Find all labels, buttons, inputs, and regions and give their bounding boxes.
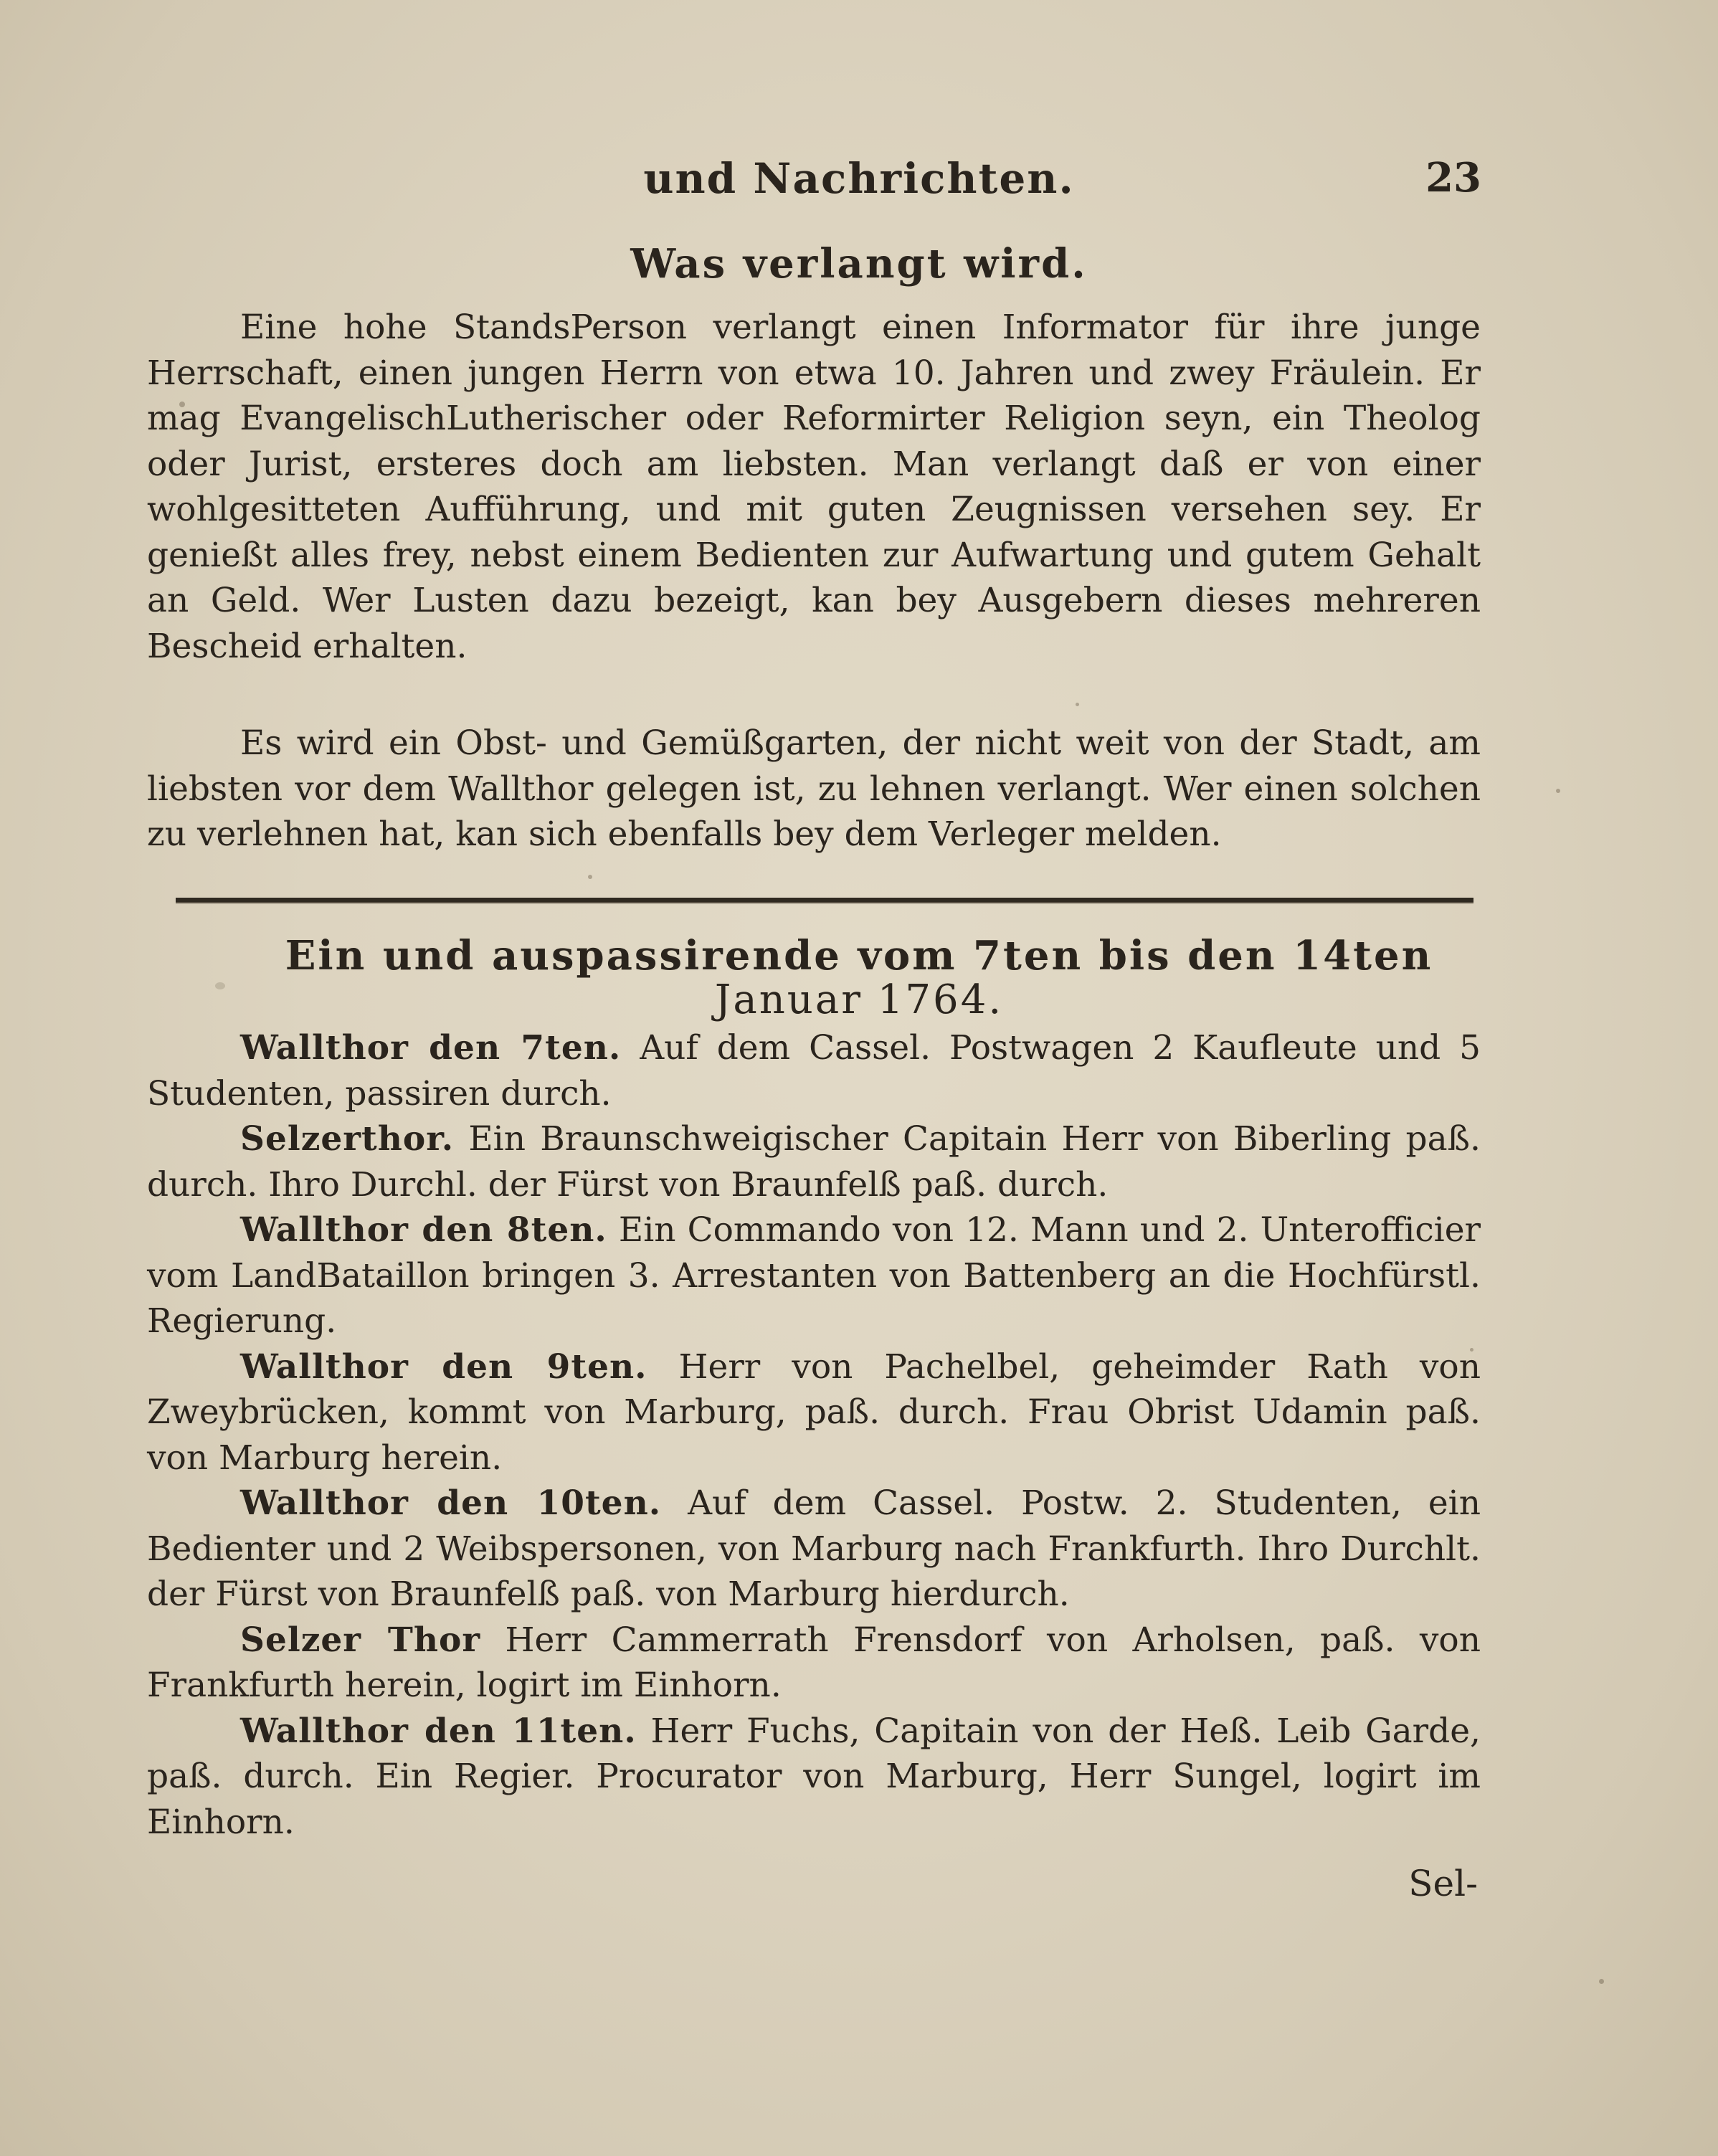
journal-entry-date: Selzerthor. [240,1119,455,1159]
journal-entry [147,1481,1481,1618]
journal-entry-date: Wallthor den 9ten. [240,1347,647,1387]
journal-entry-text: Herr Cammerrath Frensdorf von Arholsen, paß. von Frankfurth herein, logirt im Einhorn. [147,1620,1481,1705]
passing-journal [147,1025,1481,1845]
section-heading-passing-date: Januar 1764. [714,977,1004,1023]
catchword: Sel- [1408,1863,1478,1904]
running-head [0,154,1718,212]
journal-entry-text: Auf dem Cassel. Postw. 2. Studenten, ein Bedienter und 2 Weibspersonen, von Marburg nach Frankfurth. Ihro Durchlt. der Fürst von Braunfelß paß. von Marburg hierdurch. [147,1483,1481,1614]
journal-entry-text: Ein Commando von 12. Mann und 2. Unterofficier vom LandBataillon bringen 3. Arrestanten von Battenberg an die Hochfürstl. Regierung. [147,1210,1481,1341]
paper-speck [1076,703,1079,706]
running-title: und Nachrichten. [643,154,1075,203]
journal-entry-date: Wallthor den 7ten. [240,1028,622,1068]
journal-entry [147,1116,1481,1207]
paper-speck [588,875,592,879]
section-heading-wanted: Was verlangt wird. [630,240,1088,288]
wanted-paragraph-2-block [147,721,1481,858]
wanted-paragraph-1: Eine hohe StandsPerson verlangt einen Informator für ihre junge Herrschaft, einen jungen Herrn von etwa 10. Jahren und zwey Fräulein. Er mag EvangelischLutherischer oder Reformirter Religion seyn, ein Theolog oder Jurist, ersteres doch am liebsten. Man verlangt daß er von einer wohlgesitteten Aufführung, und mit guten Zeugnissen versehen sey. Er genießt alles frey, nebst einem Bedienten zur Aufwartung und gutem Gehalt an Geld. Wer Lusten dazu bezeigt, kan bey Ausgebern dieses mehreren Bescheid erhalten. [147,308,1481,666]
journal-entry [147,1709,1481,1846]
section-divider-rule [176,898,1473,903]
section-heading-passing: Ein und auspassirende vom 7ten bis den 14ten [285,932,1433,979]
wanted-paragraph-1-block [147,305,1481,669]
journal-entry-text: Herr von Pachelbel, geheimder Rath von Zweybrücken, kommt von Marburg, paß. durch. Frau Obrist Udamin paß. von Marburg herein. [147,1347,1481,1478]
journal-entry [147,1344,1481,1481]
journal-entry-date: Selzer Thor [240,1620,481,1660]
paper-speck [1556,789,1560,793]
journal-entry-text: Herr Fuchs, Capitain von der Heß. Leib Garde, paß. durch. Ein Regier. Procurator von Marburg, Herr Sungel, logirt im Einhorn. [147,1711,1481,1842]
journal-entry [147,1207,1481,1344]
journal-entry [147,1025,1481,1116]
journal-entry-date: Wallthor den 10ten. [240,1483,662,1523]
journal-entry-text: Ein Braunschweigischer Capitain Herr von Biberling paß. durch. Ihro Durchl. der Fürst von Braunfelß paß. durch. [147,1119,1481,1205]
journal-entry-date: Wallthor den 8ten. [240,1210,607,1250]
wanted-paragraph-2: Es wird ein Obst- und Gemüßgarten, der nicht weit von der Stadt, am liebsten vor dem Wallthor gelegen ist, zu lehnen verlangt. Wer einen solchen zu verlehnen hat, kan sich ebenfalls bey dem Verleger melden. [147,723,1481,854]
journal-entry-text: Auf dem Cassel. Postwagen 2 Kaufleute und 5 Studenten, passiren durch. [147,1028,1481,1113]
journal-entry [147,1618,1481,1709]
page-number: 23 [1425,154,1481,201]
journal-entry-date: Wallthor den 11ten. [240,1711,637,1751]
paper-speck [1599,1979,1604,1984]
